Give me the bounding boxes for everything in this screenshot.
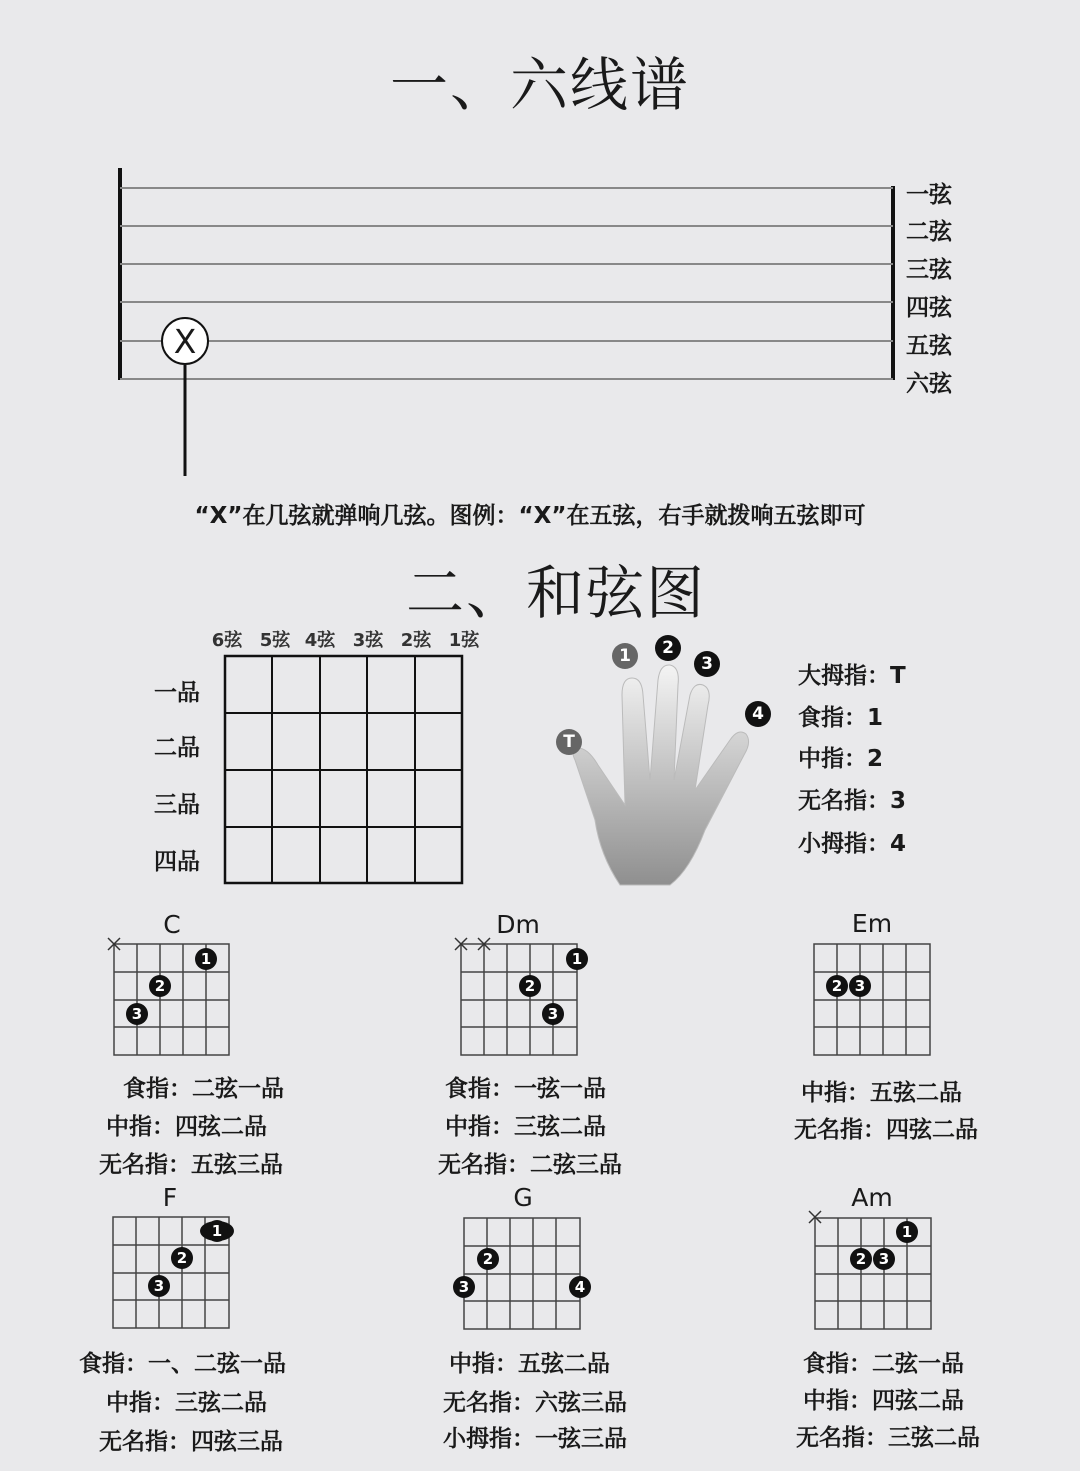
string-label-3: 三弦: [906, 257, 952, 283]
chord-c-finger-2: 2: [149, 975, 171, 997]
finger-badge-1: 1: [612, 643, 638, 669]
chord-c-finger-1: 1: [195, 948, 217, 970]
chord-c-line-3: 无名指：五弦三品: [99, 1152, 283, 1178]
string-header-3: 3弦: [352, 630, 384, 651]
chord-c-finger-3: 3: [126, 1003, 148, 1025]
string-header-5: 5弦: [259, 630, 291, 651]
section1-title: 一、六线谱: [389, 51, 691, 119]
tab-marker: X: [173, 322, 197, 361]
chord-g-finger-3: 3: [453, 1276, 475, 1298]
fret-label-2: 二品: [154, 735, 200, 761]
chord-dm-finger-2: 2: [519, 975, 541, 997]
chord-g-finger-4: 4: [569, 1276, 591, 1298]
chord-em-finger-2: 2: [826, 975, 848, 997]
chord-c-line-1: 食指：二弦一品: [123, 1076, 284, 1102]
fret-label-4: 四品: [154, 849, 200, 875]
chord-g-line-3: 小拇指：一弦三品: [443, 1426, 627, 1452]
chord-dm-line-3: 无名指：二弦三品: [438, 1152, 622, 1178]
string-label-1: 一弦: [906, 182, 952, 208]
chord-am-finger-3: 3: [873, 1248, 895, 1270]
chord-am-line-2: 中指：四弦二品: [803, 1388, 964, 1414]
chord-g-line-2: 无名指：六弦三品: [443, 1390, 627, 1416]
string-label-5: 五弦: [906, 333, 952, 359]
tab-explanation: “X”在几弦就弹响几弦。图例：“X”在五弦，右手就拨响五弦即可: [194, 503, 866, 529]
chord-f-line-3: 无名指：四弦三品: [99, 1429, 283, 1455]
chord-am-finger-1: 1: [896, 1221, 918, 1243]
fret-label-3: 三品: [154, 792, 200, 818]
chord-f-finger-1: 1: [206, 1220, 228, 1242]
chord-c-line-2: 中指：四弦二品: [106, 1114, 267, 1140]
string-header-4: 4弦: [304, 630, 336, 651]
string-label-4: 四弦: [906, 295, 952, 321]
chord-em-line-2: 无名指：四弦二品: [794, 1117, 978, 1143]
chord-em-finger-3: 3: [849, 975, 871, 997]
section2-title: 二、和弦图: [405, 559, 707, 627]
string-header-6: 6弦: [211, 630, 243, 651]
fret-label-1: 一品: [154, 680, 200, 706]
chord-g-finger-2: 2: [477, 1248, 499, 1270]
chord-name-c: C: [163, 910, 181, 939]
chord-dm-finger-1: 1: [566, 948, 588, 970]
chord-f-finger-3: 3: [148, 1275, 170, 1297]
chord-name-dm: Dm: [496, 910, 540, 939]
chord-f-line-2: 中指：三弦二品: [106, 1390, 267, 1416]
finger-badge-thumb: T: [556, 729, 582, 755]
chord-am-line-3: 无名指：三弦二品: [796, 1425, 980, 1451]
finger-badge-2: 2: [655, 635, 681, 661]
chord-am-finger-2: 2: [850, 1248, 872, 1270]
chord-am-line-1: 食指：二弦一品: [803, 1351, 964, 1377]
chord-name-f: F: [162, 1183, 178, 1212]
finger-legend-ring: 无名指：3: [798, 788, 907, 814]
finger-legend-middle: 中指：2: [798, 746, 884, 772]
finger-badge-3: 3: [694, 651, 720, 677]
chord-name-am: Am: [851, 1183, 893, 1212]
finger-legend-pinky: 小拇指：4: [798, 831, 907, 857]
chord-name-g: G: [513, 1183, 533, 1212]
chord-f-finger-2: 2: [171, 1247, 193, 1269]
string-label-6: 六弦: [906, 371, 952, 397]
finger-legend-index: 食指：1: [798, 705, 884, 731]
chord-g-line-1: 中指：五弦二品: [449, 1351, 610, 1377]
finger-legend-thumb: 大拇指：T: [798, 663, 906, 689]
chord-name-em: Em: [851, 909, 893, 938]
string-header-2: 2弦: [400, 630, 432, 651]
string-label-2: 二弦: [906, 219, 952, 245]
chord-dm-line-2: 中指：三弦二品: [445, 1114, 606, 1140]
chord-dm-line-1: 食指：一弦一品: [445, 1076, 606, 1102]
string-header-1: 1弦: [448, 630, 480, 651]
finger-badge-4: 4: [745, 701, 771, 727]
chord-em-line-1: 中指：五弦二品: [801, 1080, 962, 1106]
chord-dm-finger-3: 3: [542, 1003, 564, 1025]
chord-f-line-1: 食指：一、二弦一品: [79, 1351, 286, 1377]
